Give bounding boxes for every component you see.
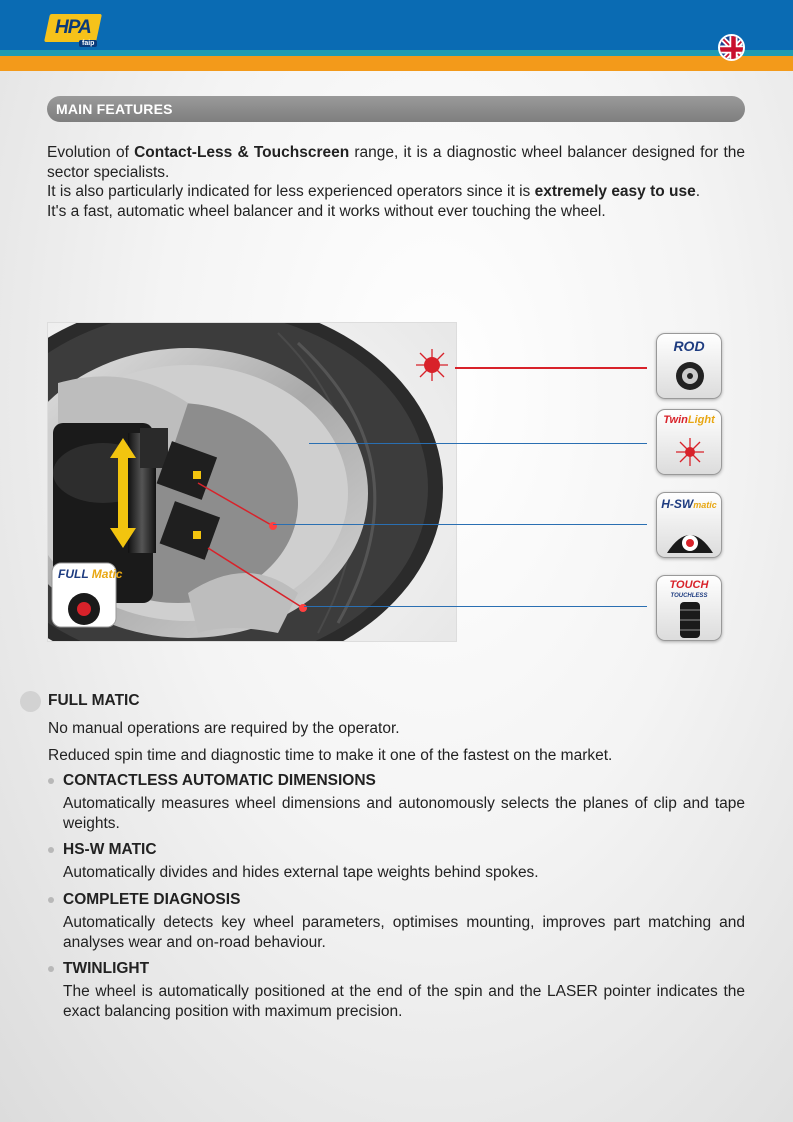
feature-title: HS-W MATIC (63, 841, 157, 858)
fullmatic-badge-label: FULL Matic (58, 567, 123, 581)
header-bar (0, 0, 793, 50)
callout-line-rod (455, 367, 647, 369)
feature-description: Automatically detects key wheel parameters, optimises mounting, improves part matching and analyses wear and on-road behaviour. (63, 914, 745, 951)
intro-paragraph-3: It's a fast, automatic wheel balancer and it works without ever touching the wheel. (47, 202, 606, 220)
rod-icon: ROD (656, 333, 722, 399)
bullet-icon (48, 847, 54, 853)
hpa-logo (47, 14, 103, 50)
bullet-icon (48, 897, 54, 903)
logo-text: HPA (55, 17, 91, 38)
touchless-icon: TOUCH TOUCHLESS (656, 575, 722, 641)
wheel-balancer-photo (47, 322, 457, 642)
intro-text (47, 143, 745, 221)
callout-line-touch (304, 606, 647, 607)
callout-line-hsw (273, 524, 647, 525)
twinlight-icon: TwinLight (656, 409, 722, 475)
header-orange-band (0, 56, 793, 71)
hsw-matic-icon: H-SWmatic (656, 492, 722, 558)
feature-title: TWINLIGHT (63, 960, 150, 977)
full-matic-title: FULL MATIC (48, 692, 140, 709)
section-dot (20, 691, 41, 712)
intro-paragraph-1: Evolution of Contact-Less & Touchscreen range, it is a diagnostic wheel balancer designed for the sector specialists. (47, 144, 745, 181)
full-matic-paragraph-1: No manual operations are required by the operator. (48, 720, 400, 737)
feature-description: Automatically measures wheel dimensions and autonomously selects the planes of clip and tape weights. (63, 795, 745, 832)
bullet-icon (48, 778, 54, 784)
main-features-bar (47, 96, 745, 122)
main-features-title: MAIN FEATURES (56, 101, 173, 117)
logo-sub: faip (79, 40, 97, 47)
feature-title: COMPLETE DIAGNOSIS (63, 891, 241, 908)
full-matic-paragraph-2: Reduced spin time and diagnostic time to make it one of the fastest on the market. (48, 747, 613, 764)
intro-paragraph-2: It is also particularly indicated for less experienced operators since it is extremely easy to use. (47, 183, 701, 200)
feature-description: Automatically divides and hides external tape weights behind spokes. (63, 864, 539, 881)
feature-description: The wheel is automatically positioned at the end of the spin and the LASER pointer indicates the exact balancing position with maximum precision. (63, 983, 745, 1020)
callout-line-twinlight (309, 443, 647, 444)
uk-flag-icon[interactable] (718, 34, 745, 61)
bullet-icon (48, 966, 54, 972)
feature-title: CONTACTLESS AUTOMATIC DIMENSIONS (63, 772, 376, 789)
